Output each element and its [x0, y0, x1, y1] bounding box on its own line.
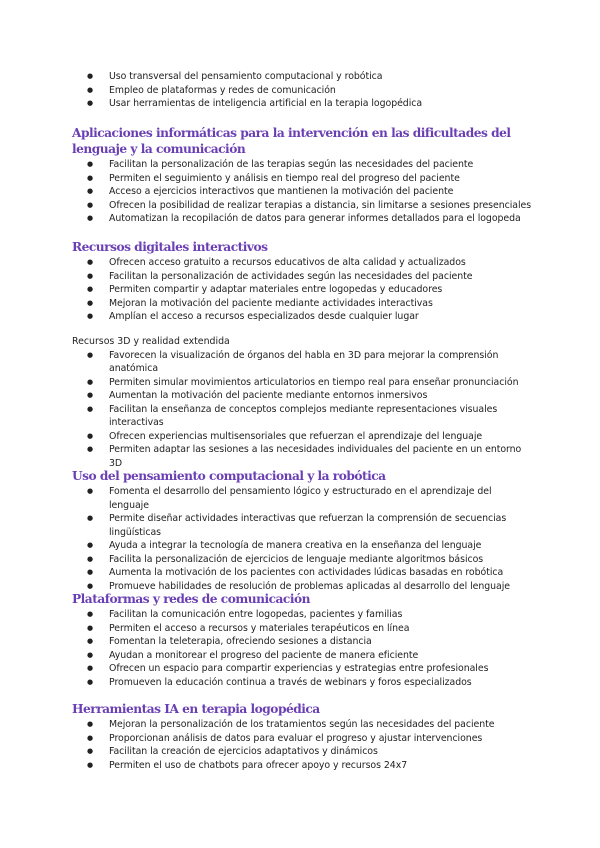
list-item: ● Facilitan la comunicación entre logopedas, pacientes y familias — [72, 608, 532, 622]
section-herramientas-ia — [72, 701, 532, 772]
bullet-list — [72, 608, 532, 689]
bullet-list — [72, 158, 532, 226]
list-item: ● Aumentan la motivación del paciente mediante entornos inmersivos — [72, 389, 532, 403]
list-item: ● Acceso a ejercicios interactivos que mantienen la motivación del paciente — [72, 185, 532, 199]
list-item: ● Promueve habilidades de resolución de problemas aplicadas al desarrollo del lenguaje — [72, 580, 532, 594]
list-item: ● Mejoran la personalización de los tratamientos según las necesidades del paciente — [72, 718, 532, 732]
bullet-list — [72, 349, 532, 471]
list-item: ● Automatizan la recopilación de datos para generar informes detallados para el logopeda — [72, 212, 532, 226]
list-item: ● Ayudan a monitorear el progreso del paciente de manera eficiente — [72, 649, 532, 663]
section-plataformas — [72, 591, 532, 689]
section-aplicaciones — [72, 125, 532, 226]
list-item: ● Ayuda a integrar la tecnología de manera creativa en la enseñanza del lenguaje — [72, 539, 532, 553]
list-item: ● Permiten el acceso a recursos y materiales terapéuticos en línea — [72, 622, 532, 636]
list-item: ● Usar herramientas de inteligencia artificial en la terapia logopédica — [72, 97, 532, 111]
section-heading: Recursos digitales interactivos — [72, 240, 268, 254]
list-item: ● Permiten el uso de chatbots para ofrecer apoyo y recursos 24x7 — [72, 759, 532, 773]
list-item: ● Amplían el acceso a recursos especializados desde cualquier lugar — [72, 310, 532, 324]
section-heading: Herramientas IA en terapia logopédica — [72, 702, 320, 716]
list-item: ● Empleo de plataformas y redes de comunicación — [72, 84, 532, 98]
list-item: ● Facilitan la personalización de actividades según las necesidades del paciente — [72, 270, 532, 284]
list-item: ● Ofrecen acceso gratuito a recursos educativos de alta calidad y actualizados — [72, 256, 532, 270]
list-item: ● Aumenta la motivación de los pacientes con actividades lúdicas basadas en robótica — [72, 566, 532, 580]
list-item: ● Facilitan la personalización de las terapias según las necesidades del paciente — [72, 158, 532, 172]
bullet-list — [72, 256, 532, 324]
section-pensamiento-computacional — [72, 468, 532, 593]
list-item: ● Permiten adaptar las sesiones a las necesidades individuales del paciente en un entorno 3D — [72, 443, 532, 470]
list-item: ● Permiten el seguimiento y análisis en tiempo real del progreso del paciente — [72, 172, 532, 186]
section-heading: Uso del pensamiento computacional y la robótica — [72, 469, 386, 483]
bullet-list — [72, 718, 532, 772]
list-item: ● Fomenta el desarrollo del pensamiento lógico y estructurado en el aprendizaje del lenguaje — [72, 485, 532, 512]
list-item: ● Ofrecen un espacio para compartir experiencias y estrategias entre profesionales — [72, 662, 532, 676]
list-item: ● Fomentan la teleterapia, ofreciendo sesiones a distancia — [72, 635, 532, 649]
section-heading: Plataformas y redes de comunicación — [72, 592, 310, 606]
section-subheading: Recursos 3D y realidad extendida — [72, 336, 230, 347]
list-item: ● Promueven la educación continua a través de webinars y foros especializados — [72, 676, 532, 690]
list-item: ● Favorecen la visualización de órganos del habla en 3D para mejorar la comprensión anatómica — [72, 349, 532, 376]
list-item: ● Permiten simular movimientos articulatorios en tiempo real para enseñar pronunciación — [72, 376, 532, 390]
section-heading: Aplicaciones informáticas para la intervención en las dificultades del lenguaje y la comunicación — [72, 126, 511, 156]
section-recursos-digitales — [72, 239, 532, 324]
section-recursos-3d — [72, 335, 532, 470]
list-item: ● Facilita la personalización de ejercicios de lenguaje mediante algoritmos básicos — [72, 553, 532, 567]
list-item: ● Permite diseñar actividades interactivas que refuerzan la comprensión de secuencias lingüísticas — [72, 512, 532, 539]
bullet-list — [72, 485, 532, 593]
list-item: ● Uso transversal del pensamiento computacional y robótica — [72, 70, 532, 84]
list-item: ● Ofrecen experiencias multisensoriales que refuerzan el aprendizaje del lenguaje — [72, 430, 532, 444]
list-item: ● Proporcionan análisis de datos para evaluar el progreso y ajustar intervenciones — [72, 732, 532, 746]
list-item: ● Permiten compartir y adaptar materiales entre logopedas y educadores — [72, 283, 532, 297]
intro-section — [72, 70, 532, 111]
list-item: ● Facilitan la creación de ejercicios adaptativos y dinámicos — [72, 745, 532, 759]
list-item: ● Ofrecen la posibilidad de realizar terapias a distancia, sin limitarse a sesiones presenciales — [72, 199, 532, 213]
intro-bullet-list — [72, 70, 532, 111]
list-item: ● Mejoran la motivación del paciente mediante actividades interactivas — [72, 297, 532, 311]
list-item: ● Facilitan la enseñanza de conceptos complejos mediante representaciones visuales interactivas — [72, 403, 532, 430]
